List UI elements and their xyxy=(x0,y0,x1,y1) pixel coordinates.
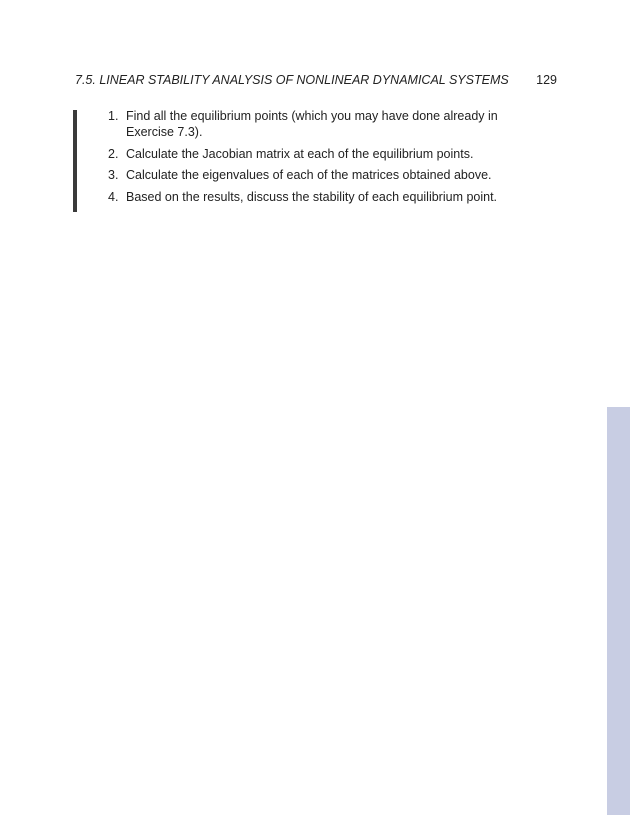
page-number: 129 xyxy=(536,73,557,87)
list-item xyxy=(108,108,548,140)
exercise-margin-bar xyxy=(73,110,77,212)
item-number: 2. xyxy=(108,146,119,161)
running-header xyxy=(75,73,557,91)
item-text: Calculate the eigenvalues of each of the matrices obtained above. xyxy=(126,168,492,182)
list-item xyxy=(108,189,548,205)
list-item xyxy=(108,146,548,162)
item-number: 1. xyxy=(108,109,119,123)
list-item xyxy=(108,167,548,183)
item-number: 3. xyxy=(108,168,119,182)
section-title: 7.5. LINEAR STABILITY ANALYSIS OF NONLINEAR DYNAMICAL SYSTEMS xyxy=(75,73,509,87)
item-number: 4. xyxy=(108,189,119,204)
item-text: Calculate the Jacobian matrix at each of the equilibrium points. xyxy=(126,146,474,161)
exercise-list xyxy=(108,108,548,210)
chapter-thumb-tab xyxy=(607,407,630,815)
item-text: Based on the results, discuss the stability of each equilibrium point. xyxy=(126,189,498,204)
item-text: Find all the equilibrium points (which you may have done already in Exercise 7.3). xyxy=(126,109,498,139)
